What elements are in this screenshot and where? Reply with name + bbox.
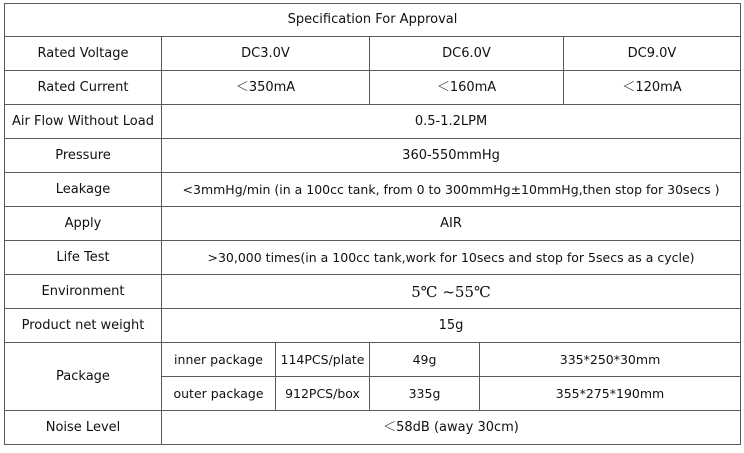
outer-package-qty: 912PCS/box: [276, 377, 370, 411]
inner-package-qty: 114PCS/plate: [276, 343, 370, 377]
specification-table: [4, 3, 741, 445]
apply-value: AIR: [162, 207, 741, 241]
pressure-row: [5, 139, 741, 173]
outer-package-label: outer package: [162, 377, 276, 411]
rated-current-6v: ＜160mA: [370, 71, 564, 105]
rated-voltage-6v: DC6.0V: [370, 37, 564, 71]
leakage-value: <3mmHg/min (in a 100cc tank, from 0 to 300mmHg±10mmHg,then stop for 30secs ): [162, 173, 741, 207]
rated-voltage-9v: DC9.0V: [564, 37, 741, 71]
package-inner-row: [5, 343, 741, 377]
inner-package-weight: 49g: [370, 343, 480, 377]
net-weight-value: 15g: [162, 309, 741, 343]
apply-row: [5, 207, 741, 241]
apply-label: Apply: [5, 207, 162, 241]
rated-current-9v: ＜120mA: [564, 71, 741, 105]
rated-current-label: Rated Current: [5, 71, 162, 105]
rated-current-3v: ＜350mA: [162, 71, 370, 105]
rated-voltage-label: Rated Voltage: [5, 37, 162, 71]
net-weight-row: [5, 309, 741, 343]
rated-voltage-3v: DC3.0V: [162, 37, 370, 71]
leakage-row: [5, 173, 741, 207]
leakage-label: Leakage: [5, 173, 162, 207]
air-flow-label: Air Flow Without Load: [5, 105, 162, 139]
air-flow-row: [5, 105, 741, 139]
outer-package-size: 355*275*190mm: [480, 377, 741, 411]
life-test-row: [5, 241, 741, 275]
life-test-value: >30,000 times(in a 100cc tank,work for 10secs and stop for 5secs as a cycle): [162, 241, 741, 275]
life-test-label: Life Test: [5, 241, 162, 275]
table-title: Specification For Approval: [5, 4, 741, 37]
noise-level-row: [5, 411, 741, 445]
net-weight-label: Product net weight: [5, 309, 162, 343]
outer-package-weight: 335g: [370, 377, 480, 411]
pressure-label: Pressure: [5, 139, 162, 173]
environment-label: Environment: [5, 275, 162, 309]
environment-row: [5, 275, 741, 309]
noise-level-label: Noise Level: [5, 411, 162, 445]
pressure-value: 360-550mmHg: [162, 139, 741, 173]
inner-package-label: inner package: [162, 343, 276, 377]
rated-voltage-row: [5, 37, 741, 71]
rated-current-row: [5, 71, 741, 105]
inner-package-size: 335*250*30mm: [480, 343, 741, 377]
package-label: Package: [5, 343, 162, 411]
noise-level-value: ＜58dB (away 30cm): [162, 411, 741, 445]
environment-value: 5℃ ~55℃: [162, 275, 741, 309]
air-flow-value: 0.5-1.2LPM: [162, 105, 741, 139]
